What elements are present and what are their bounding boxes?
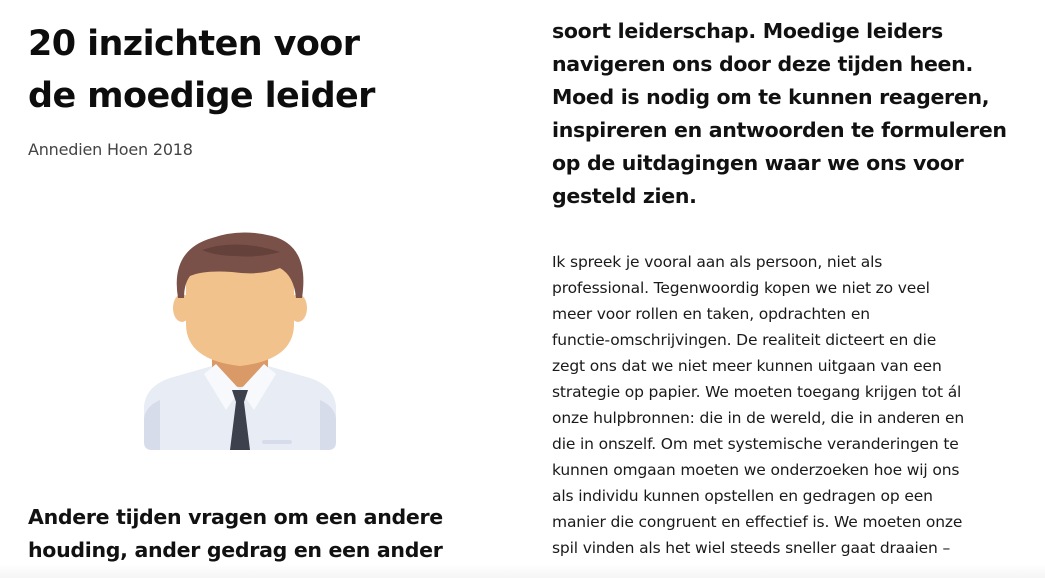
document-title [28, 18, 488, 122]
intro-line: navigeren ons door deze tijden heen. [552, 52, 973, 76]
intro-line: soort leiderschap. Moedige leiders [552, 19, 943, 43]
intro-line: Moed is nodig om te kunnen reageren, [552, 85, 990, 109]
intro-paragraph-continued [552, 15, 1022, 213]
body-line: kunnen omgaan moeten we onderzoeken hoe wij ons [552, 461, 960, 479]
page-bottom-fade [0, 564, 1045, 578]
intro-line: Andere tijden vragen om een andere [28, 505, 443, 529]
body-line: manier die congruent en effectief is. We moeten onze [552, 513, 963, 531]
businessman-avatar-icon [140, 228, 340, 456]
body-line: Ik spreek je vooral aan als persoon, niet als [552, 253, 883, 271]
right-column [552, 0, 1022, 578]
body-line: als individu kunnen opstellen en gedragen op een [552, 487, 933, 505]
body-line: strategie op papier. We moeten toegang krijgen tot ál [552, 383, 962, 401]
title-line: de moedige leider [28, 76, 375, 116]
body-line: zegt ons dat we niet meer kunnen uitgaan van een [552, 357, 942, 375]
body-line: die in onszelf. Om met systemische veranderingen te [552, 435, 959, 453]
author-line: Annedien Hoen 2018 [28, 140, 193, 159]
intro-line: inspireren en antwoorden te formuleren [552, 118, 1007, 142]
body-line: functie-omschrijvingen. De realiteit dicteert en die [552, 331, 937, 349]
body-line: onze hulpbronnen: die in de wereld, die in anderen en [552, 409, 965, 427]
body-paragraph [552, 249, 1022, 561]
intro-paragraph-start [28, 501, 488, 567]
intro-line: gesteld zien. [552, 184, 697, 208]
left-column [28, 0, 498, 578]
title-line: 20 inzichten voor [28, 24, 360, 64]
intro-line: op de uitdagingen waar we ons voor [552, 151, 964, 175]
body-line: professional. Tegenwoordig kopen we niet zo veel [552, 279, 930, 297]
intro-line: houding, ander gedrag en een ander [28, 538, 443, 562]
body-line: meer voor rollen en taken, opdrachten en [552, 305, 870, 323]
body-line: spil vinden als het wiel steeds sneller gaat draaien – [552, 539, 951, 557]
